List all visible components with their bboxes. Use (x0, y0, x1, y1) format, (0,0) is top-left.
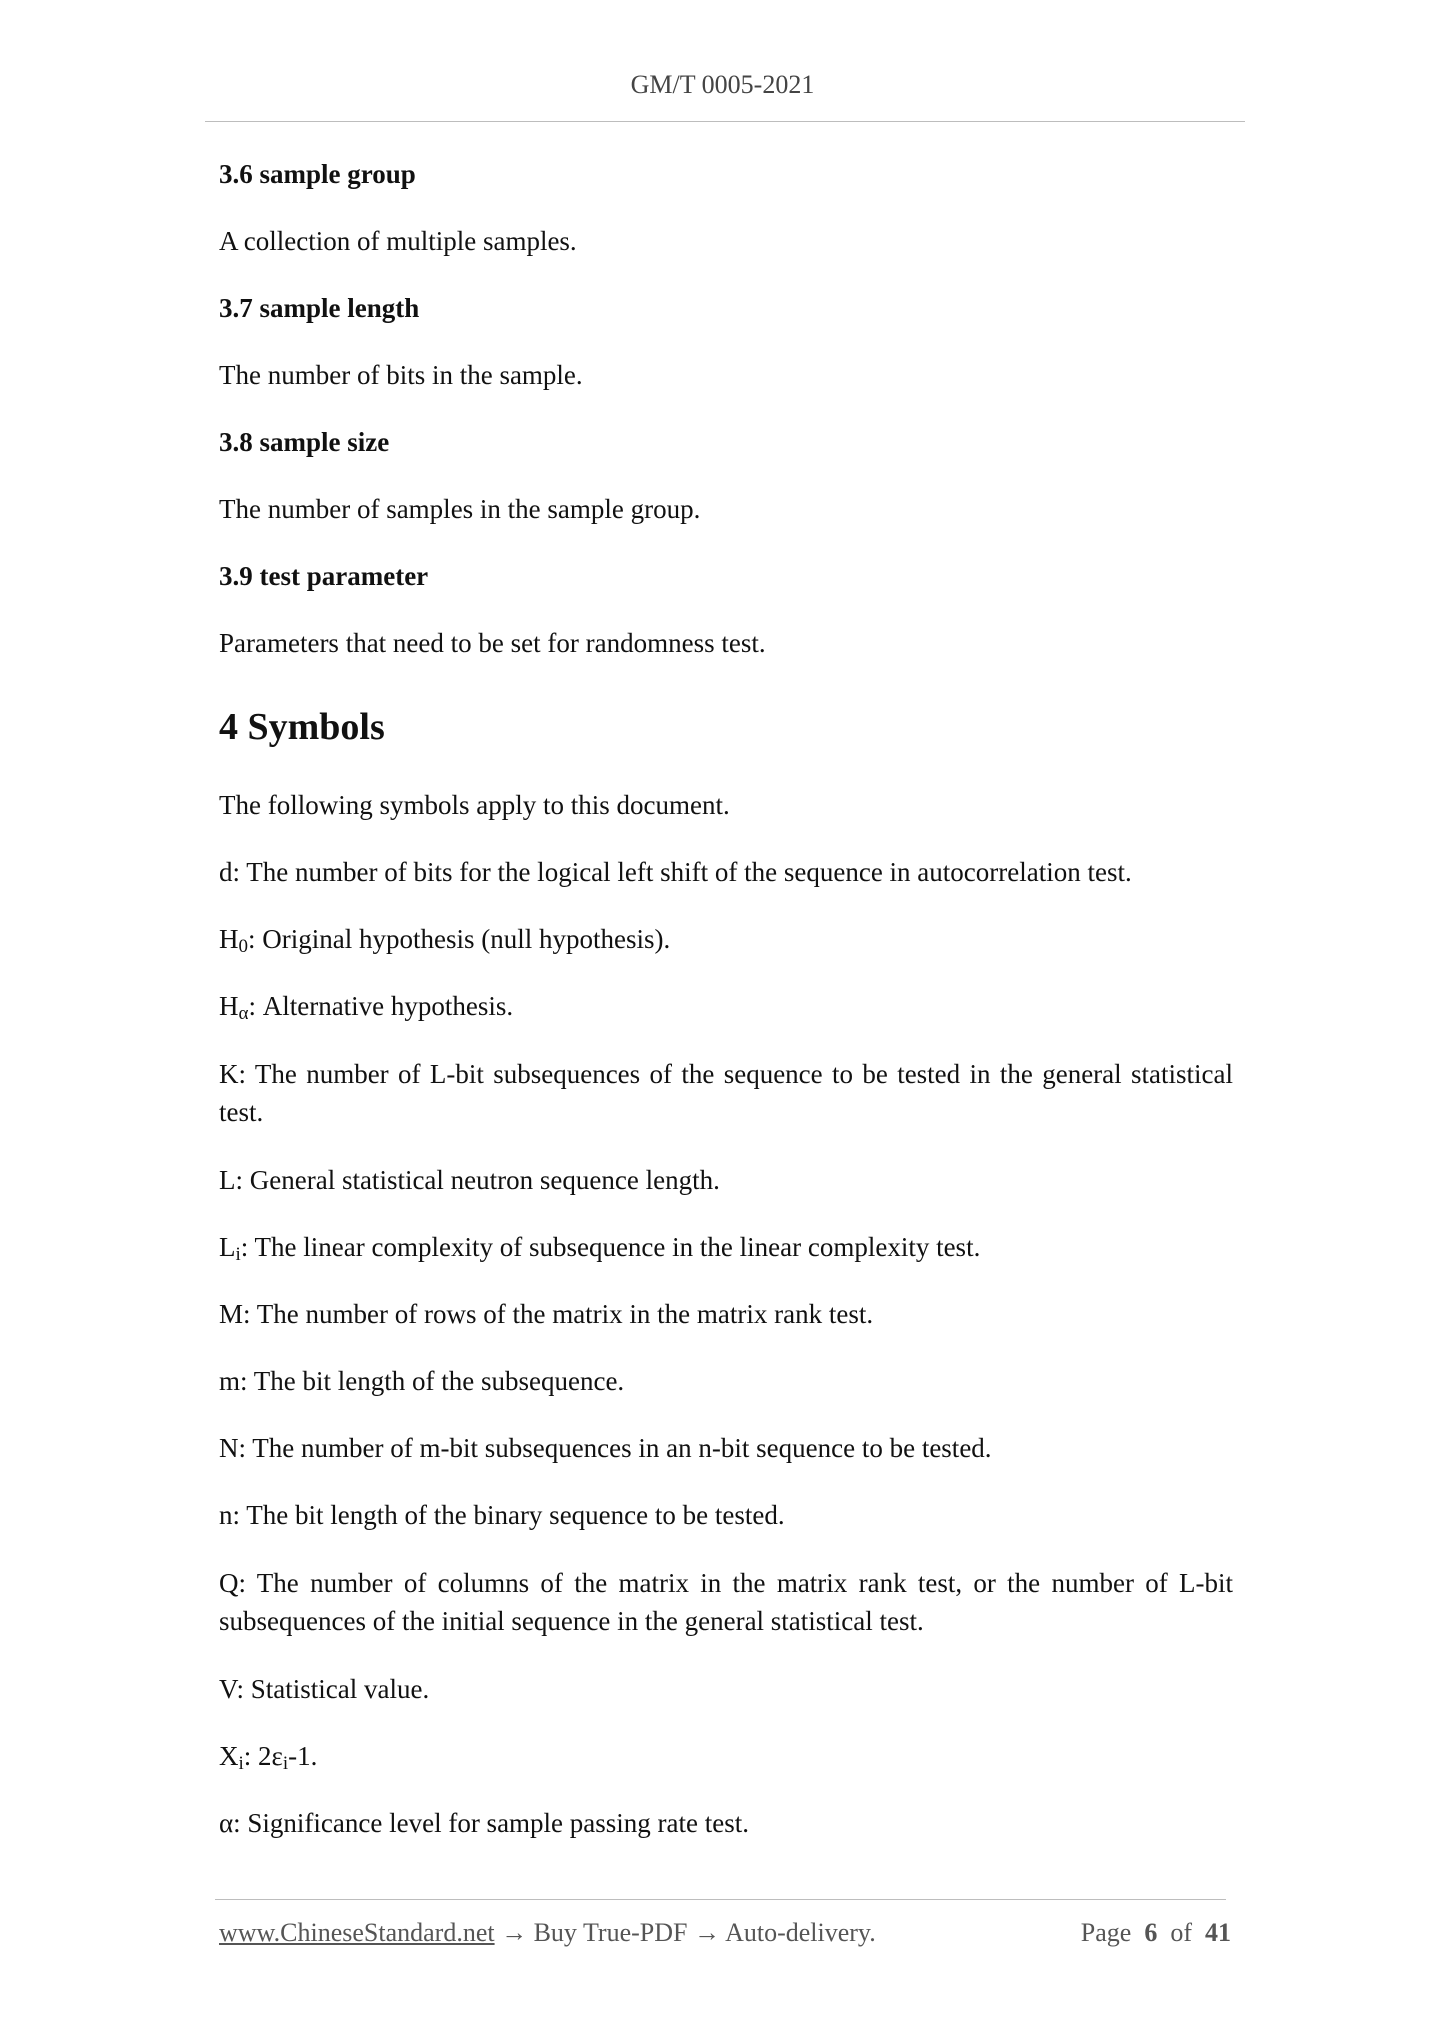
page-number: Page 6 of 41 (1080, 1918, 1231, 1947)
term-heading-3-6: 3.6 sample group (219, 159, 416, 189)
symbol-h-alpha: $H_\alpha$: Alternative hypothesis. (219, 991, 514, 1024)
header-divider (205, 121, 1245, 122)
section-intro: The following symbols apply to this document. (219, 790, 730, 820)
symbol-alpha: α: Significance level for sample passing rate test. (219, 1808, 749, 1838)
term-definition-3-7: The number of bits in the sample. (219, 360, 583, 390)
term-heading-3-7: 3.7 sample length (219, 293, 420, 323)
arrow-right-icon: → (694, 1918, 720, 1947)
symbol-v: V: Statistical value. (219, 1674, 430, 1704)
symbol-xi: $X_i$: $2\varepsilon_i-1$. (219, 1741, 318, 1774)
term-definition-3-6: A collection of multiple samples. (219, 226, 577, 256)
symbol-m-lower: m: The bit length of the subsequence. (219, 1366, 625, 1396)
symbol-k: K: The number of L-bit subsequences of the sequence to be tested in the general statistical test. (219, 1059, 1233, 1127)
term-heading-3-9: 3.9 test parameter (219, 561, 429, 591)
symbol-d: d: The number of bits for the logical left shift of the sequence in autocorrelation test. (219, 857, 1132, 887)
buy-true-pdf-text: Buy True-PDF (533, 1918, 688, 1947)
symbol-m-upper: M: The number of rows of the matrix in the matrix rank test. (219, 1299, 874, 1329)
symbol-q: Q: The number of columns of the matrix in the matrix rank test, or the number of L-bit subsequences of the initial sequence in the general statistical test. (219, 1568, 1233, 1636)
page-content (219, 150, 1233, 1872)
term-definition-3-9: Parameters that need to be set for randomness test. (219, 628, 766, 658)
section-heading-symbols: 4 Symbols (219, 706, 385, 748)
term-definition-3-8: The number of samples in the sample group. (219, 494, 701, 524)
website-link[interactable]: www.ChineseStandard.net (219, 1918, 495, 1947)
symbol-n-lower: n: The bit length of the binary sequence to be tested. (219, 1500, 785, 1530)
footer-divider (215, 1899, 1226, 1900)
symbol-l: L: General statistical neutron sequence length. (219, 1165, 720, 1195)
running-header: GM/T 0005-2021 (630, 70, 815, 99)
symbol-h0: $H_0$: Original hypothesis (null hypothesis). (219, 924, 671, 957)
auto-delivery-text: Auto-delivery. (725, 1918, 876, 1947)
symbol-n-upper: N: The number of m-bit subsequences in an n-bit sequence to be tested. (219, 1433, 992, 1463)
symbol-li: $L_i$: The linear complexity of subsequence in the linear complexity test. (219, 1232, 981, 1265)
term-heading-3-8: 3.8 sample size (219, 427, 390, 457)
footer-promo (219, 1918, 876, 1948)
arrow-right-icon: → (501, 1918, 528, 1947)
